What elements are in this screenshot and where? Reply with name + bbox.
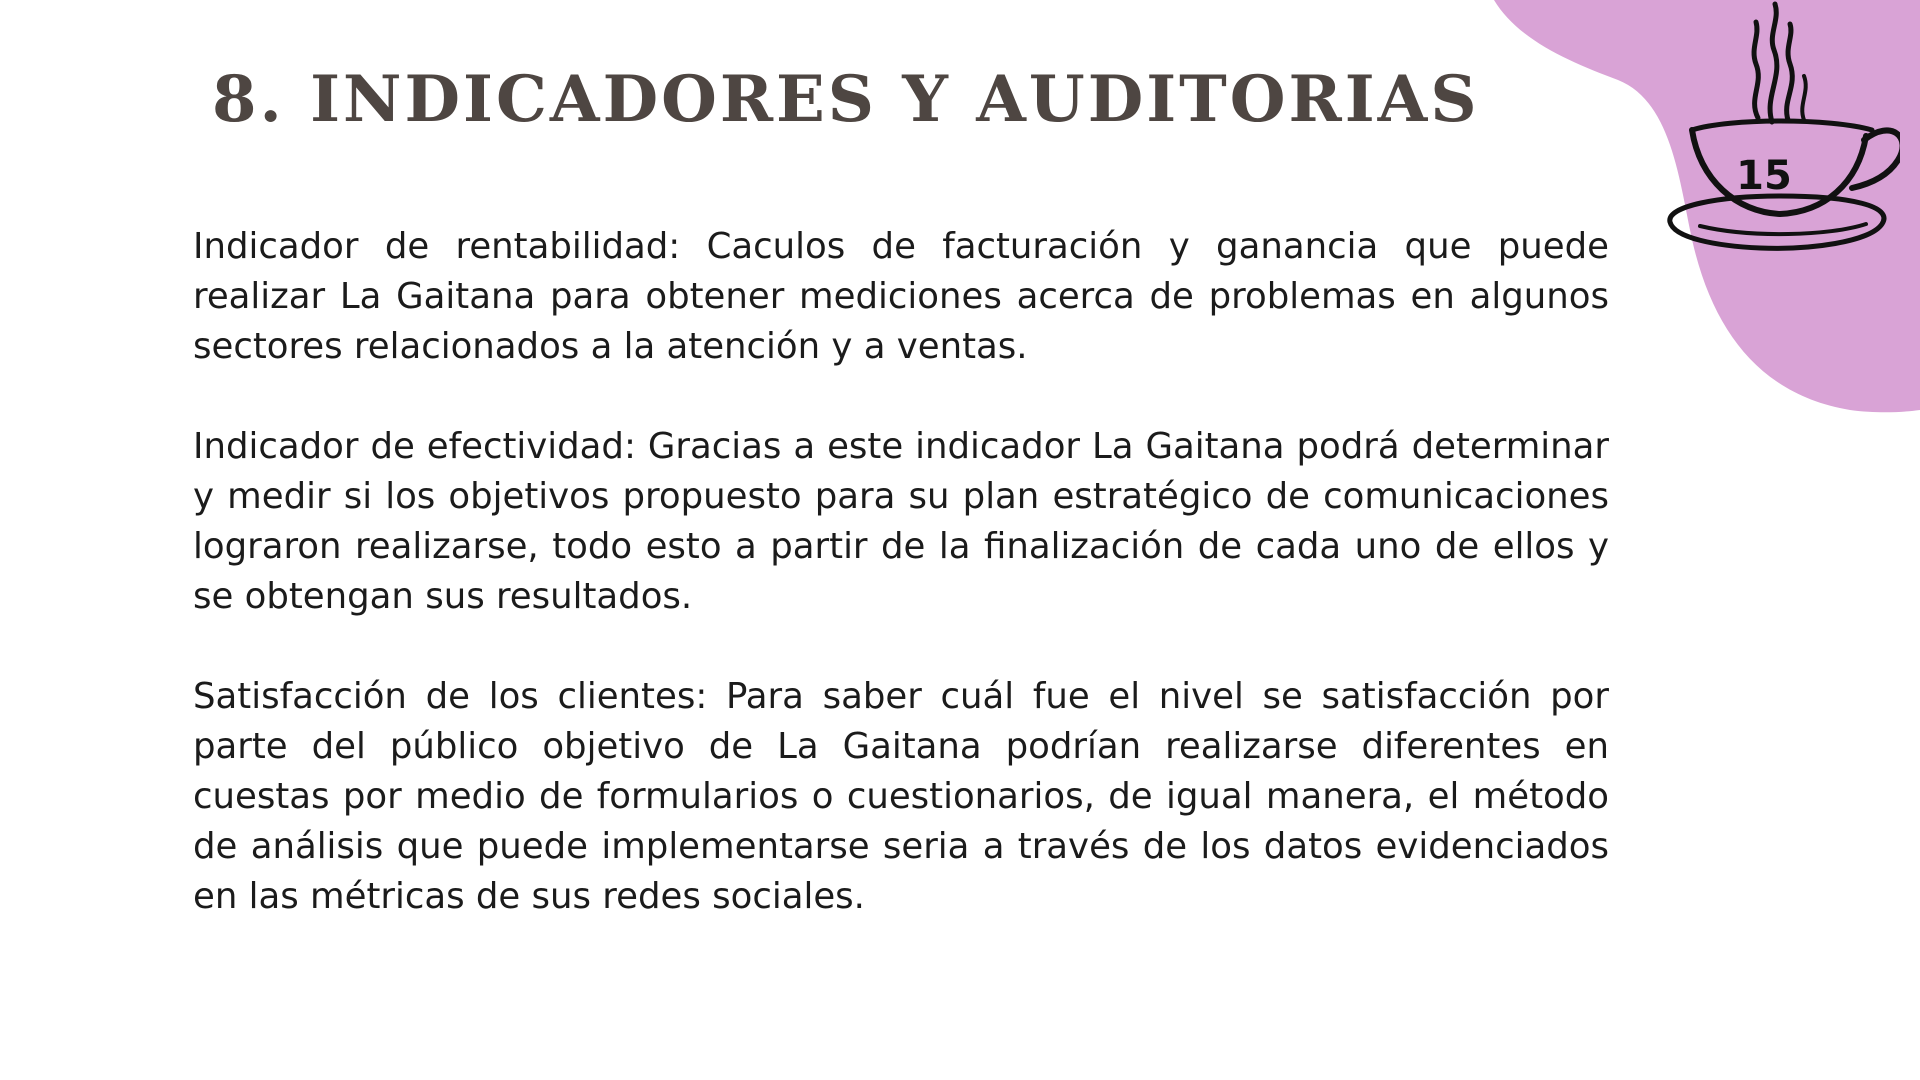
coffee-cup-icon	[1660, 0, 1900, 260]
page-title: 8. INDICADORES Y AUDITORIAS	[212, 62, 1480, 137]
content-body	[193, 222, 1609, 972]
page-number: 15	[1736, 153, 1792, 199]
paragraph-efectividad: Indicador de efectividad: Gracias a este indicador La Gaitana podrá determinar y medir si los objetivos propuesto para su plan estratégico de comunicaciones lograron realizarse, todo esto a partir de la finalización de cada uno de ellos y se obtengan sus resultados.	[193, 426, 1609, 617]
paragraph-satisfaccion: Satisfacción de los clientes: Para saber cuál fue el nivel se satisfacción por parte del público objetivo de La Gaitana podrían realizarse diferentes en cuestas por medio de formularios o cuestionarios, de igual manera, el método de análisis que puede implementarse seria a través de los datos evidenciados en las métricas de sus redes sociales.	[193, 676, 1609, 917]
paragraph-rentabilidad: Indicador de rentabilidad: Caculos de facturación y ganancia que puede realizar La Gaitana para obtener mediciones acerca de problemas en algunos sectores relacionados a la atención y a ventas.	[193, 226, 1609, 367]
